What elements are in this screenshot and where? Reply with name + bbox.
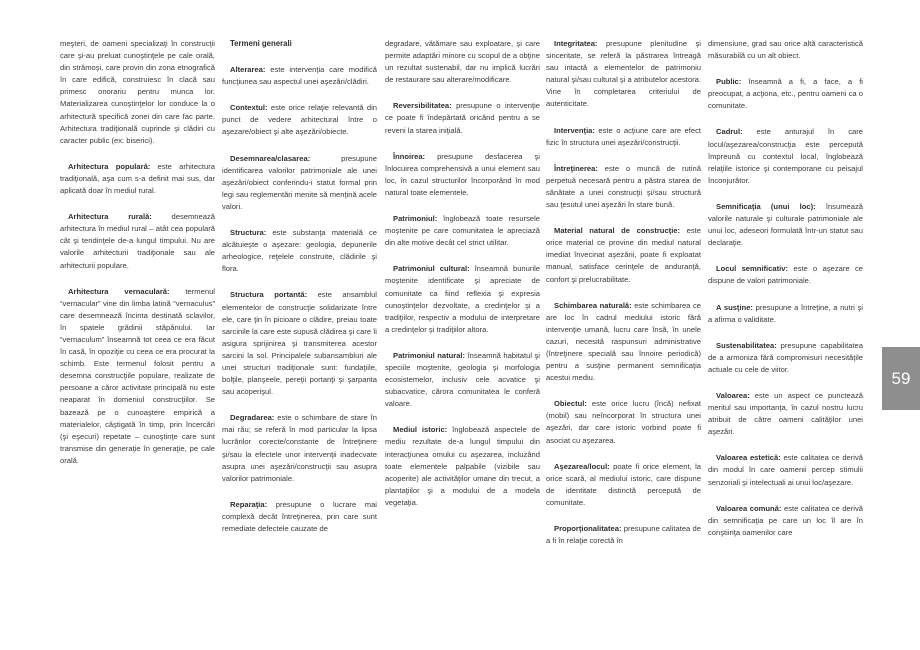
glossary-entry <box>222 499 377 535</box>
glossary-definition: este un aspect ce punctează meritul sau importanţa, în cazul nostru lucru atribuit de către oameni calităţilor unei aşezări. <box>708 390 863 437</box>
glossary-term: Patrimoniul: <box>393 214 438 224</box>
glossary-definition: este anturajul în care locul/aşezarea/construcţia este percepută împreună cu contextul local, înglobează relaţiile istorice şi contemporane cu peisajul înconjurător. <box>708 127 863 185</box>
glossary-definition: înglobează aspectele de mediu rezultate de-a lungul timpului din interacţiunea omului cu aşezarea, incluzând toate elementele palpabile (vizibile sau acoperite) ale activităţilor umane din trecut, a plantaţiilor şi a modului de a modela vegetaţia. <box>385 425 540 507</box>
glossary-definition: presupune plenitudine şi sinceritate, se referă la păstrarea întreagă sau intactă a elementelor de patrimoniu natural şi/sau cultural şi a atributelor acestora. Vine în completarea criteriului de autenticitate. <box>546 39 701 109</box>
glossary-definition: înglobează toate resursele moştenite pe care comunitatea le apreciază din alte motive decât cel strict utilitar. <box>385 214 540 248</box>
glossary-definition: înseamnă bunurile moştenite identificate şi apreciate de comunitate ca fiind reflexia şi expresia cunoştinţelor dezvoltate, a credinţelor şi a tradiţiilor, respectiv a modului de interpretare a credinţelor şi tradiţiilor altora. <box>385 264 540 334</box>
paragraph-text: degradare, vătămare sau exploatare, şi care permite adaptări minore cu scopul de a obţine un rezultat sustenabil, dar nu implică lucrări de restaurare sau alterare/modificare. <box>385 39 540 85</box>
glossary-term: Reparaţia: <box>230 499 268 509</box>
glossary-entry <box>60 161 215 197</box>
glossary-term: Arhitectura vernaculară: <box>68 286 170 296</box>
glossary-term: Valoarea: <box>716 390 750 400</box>
glossary-entry <box>385 100 540 136</box>
glossary-definition: este calitatea ce derivă din modul în care oamenii percep stimulii senzoriali şi intelectuali ai unui loc/aşezare. <box>708 453 863 487</box>
glossary-entry <box>708 503 863 539</box>
glossary-term: Proporţionalitatea: <box>554 524 622 533</box>
glossary-term: Locul semnificativ: <box>716 264 789 274</box>
glossary-term: Reversibilitatea: <box>393 101 452 111</box>
glossary-entry <box>708 263 863 287</box>
glossary-term: Integritatea: <box>554 39 598 48</box>
glossary-term: Întreţinerea: <box>554 163 598 173</box>
glossary-entry <box>222 102 377 138</box>
glossary-entry <box>546 398 701 446</box>
page-number: 59 <box>891 368 911 388</box>
paragraph <box>60 38 215 147</box>
glossary-definition: este orice relaţie relevantă din punct de vedere arhitectural între o aşezare/obiect şi alte aşezări/obiecte. <box>222 103 377 137</box>
glossary-term: Alterarea: <box>230 65 266 75</box>
page-number-tab <box>882 347 920 410</box>
glossary-entry <box>546 225 701 285</box>
glossary-definition: este ansamblul elementelor de construcţie solidarizate între ele, care ţin în picioare o clădire, preiau toate sarcinile la care este supusă clădirea şi care îi asigura sprijinirea şi transmiterea acestor sarcini la sol. Principalele subansambluri ale unei structuri tradiţionale sunt: fundaţiile, bolţile, planşeele, pereţii portanţi şi şarpanta sau acoperişul. <box>222 290 377 397</box>
glossary-term: Material natural de construcţie: <box>554 226 681 236</box>
glossary-term: Desemnarea/clasarea: <box>230 153 311 163</box>
glossary-entry <box>385 151 540 199</box>
glossary-term: Structura: <box>230 228 267 238</box>
glossary-term: A susţine: <box>716 302 753 312</box>
paragraph-text: dimensiune, grad sau orice altă caracteristică măsurabilă cu un alt obiect. <box>708 39 863 61</box>
glossary-entry <box>708 126 863 186</box>
glossary-entry <box>222 289 377 398</box>
glossary-entry <box>708 302 863 326</box>
glossary-term: Contextul: <box>230 103 268 113</box>
glossary-entry <box>546 461 701 509</box>
glossary-definition: este calitatea ce derivă din semnificaţia pe care un loc îl are în conştiinţa oamenilor care <box>708 503 864 537</box>
paragraph <box>385 38 540 86</box>
glossary-definition: înseamnă a fi, a face, a fi preocupat, a acţiona, etc., pentru oameni ca o comunitate. <box>708 77 863 111</box>
glossary-definition: este o acţiune care are efect fizic în structura unei aşezări/construcţii. <box>546 125 701 147</box>
glossary-entry <box>222 64 377 88</box>
glossary-definition: poate fi orice element, la orice scară, al mediului istoric, care dispune de identitate distinctă percepută de comunitate. <box>546 461 701 507</box>
glossary-definition: este orice material ce provine din mediul natural imediat învecinat aşezării, poate fi exploatat manual, satisface cerinţele de anduranţă, confort şi prelucrabilitate. <box>546 226 701 284</box>
glossary-definition: este schimbarea ce are loc în cadrul mediului istoric fără intervenţie umană, lucru care însă, în unele cazuri, necesită raspunsuri administrative (întreţinere specială sau înnoire periodică) pentru a susţine permanent semnificaţia acestui mediu. <box>546 300 701 383</box>
glossary-definition: este o schimbare de stare în mai rău; se referă în mod particular la lipsa lucrărilor corecte/constante de întreţinere şi/sau la efectele unor intervenţii inadecvate asupra unei aşezări/construcţii sau asupra valorilor patrimoniale. <box>222 413 377 483</box>
glossary-definition: este intervenţia care modifică funcţiunea sau aspectul unei aşezări/clădiri. <box>222 65 377 87</box>
glossary-term: Arhitectura populară: <box>68 161 151 171</box>
glossary-definition: presupune identificarea valorilor patrimoniale ale unei aşezări/obiect conferindu-i statut formal prin legi sau reglementări menite să menţină acele valori. <box>222 153 377 211</box>
glossary-term: Aşezarea/locul: <box>554 461 610 471</box>
glossary-entry <box>546 300 701 385</box>
glossary-definition: este arhitectura tradiţională, aşa cum s-a definit mai sus, dar aplicată doar în mediul rural. <box>60 161 215 196</box>
text-column-4 <box>546 38 701 561</box>
glossary-entry <box>385 350 540 410</box>
glossary-entry <box>708 76 863 112</box>
glossary-term: Înnoirea: <box>393 151 426 161</box>
glossary-term: Structura portantă: <box>230 290 308 300</box>
glossary-entry <box>546 523 701 547</box>
glossary-entry <box>708 340 863 376</box>
glossary-entry <box>708 201 863 249</box>
glossary-entry <box>385 424 540 509</box>
glossary-term: Cadrul: <box>716 127 743 137</box>
glossary-definition: presupune calitatea de a fi în relaţie corectă în <box>546 524 701 546</box>
glossary-definition: presupune o intervenţie ce poate fi îndepărtată oricând pentru a se reveni la starea iniţială. <box>385 101 540 135</box>
glossary-entry <box>222 153 377 213</box>
glossary-entry <box>222 412 377 485</box>
glossary-term: Degradarea: <box>230 413 275 423</box>
glossary-term: Mediul istoric: <box>393 425 448 435</box>
text-column-5 <box>708 38 863 553</box>
glossary-definition: însumează valorile naturale şi culturale patrimoniale ale unui loc, adeseori formulată într-un statut sau declaraţie. <box>708 201 863 248</box>
glossary-term: Valoarea comună: <box>716 503 782 513</box>
glossary-entry <box>708 390 863 438</box>
glossary-definition: termenul “vernacular” vine din limba latină “vernaculus” care desemnează încinta destinată sclavilor, în spatele grădinii stăpânului. Iar “vernaculum” înseamnă tot ceea ce era făcut în casă, în opoziţie cu ceea ce era procurat la schimb. Este termenul folosit pentru a desemna construcţiile populare, realizate de persoane a căror activitate principală nu este neaparat în domeniul construcţiilor. Se bazează pe o cunoaştere empirică a materialelor, câştigată în timp, prin încercări (şi eşecuri) repetate – cunoştinţe care sunt transmise din generaţie în generaţie, pe cale orală. <box>60 286 215 465</box>
glossary-definition: înseamnă habitatul şi speciile moştenite, geologia şi morfologia ecosistemelor, inclusiv cele acvatice şi subacvatice, cărora comunitatea le conferă valoare. <box>385 350 540 409</box>
glossary-definition: este o muncă de rutină perpetuă necesară pentru a păstra starea de sănătate a unei construcţii şi/sau structură sau ţesutul unei aşezări în stare bună. <box>546 163 701 210</box>
glossary-term: Semnificaţia (unui loc): <box>716 201 816 211</box>
glossary-term: Patrimoniul natural: <box>393 350 466 360</box>
glossary-definition: este orice lucru (încă) nefixat (mobil) sau neîncorporat în structura unei aşezări, dar care istoric vorbind poate fi asociat cu aşezarea. <box>546 399 701 445</box>
text-column-3 <box>385 38 540 523</box>
glossary-term: Arhitectura rurală: <box>68 212 152 222</box>
glossary-definition: este o aşezare ce dispune de valori patrimoniale. <box>708 264 863 286</box>
glossary-entry <box>546 163 701 211</box>
glossary-definition: presupune a întreţine, a nutri şi a afirma o validitate. <box>708 302 863 324</box>
section-heading: Termeni generali <box>230 39 292 48</box>
glossary-definition: desemnează arhitectura în mediul rural – atât cea populară cât şi tendinţele de-a lungul timpului. Nu are valorile arhitecturii tradiţionale sau ale arhitecturii populare. <box>60 212 215 270</box>
glossary-definition: este substanţa materială ce alcătuieşte o aşezare: geologia, depunerile arheologice, reţelele construite, clădirile şi flora. <box>222 228 377 274</box>
glossary-definition: presupune o lucrare mai complexă decât întreţinerea, prin care sunt remediate defectele cauzate de <box>222 499 377 533</box>
glossary-entry <box>60 286 215 467</box>
glossary-entry <box>222 227 377 275</box>
paragraph <box>708 38 863 62</box>
glossary-entry <box>385 263 540 336</box>
glossary-definition: presupune capabilitatea de a armoniza fără compromisuri necesităţile actuale cu cele de viitor. <box>708 340 863 374</box>
glossary-entry <box>385 213 540 249</box>
glossary-entry <box>708 452 863 488</box>
glossary-entry <box>546 38 701 111</box>
glossary-term: Sustenabilitatea: <box>716 340 777 350</box>
glossary-term: Public: <box>716 77 742 87</box>
glossary-term: Obiectul: <box>554 399 587 409</box>
glossary-term: Intervenţia: <box>554 125 595 135</box>
glossary-definition: presupune desfacerea şi înlocuirea comprehensivă a unui element sau loc, în cazul structurilor încorporând în mod natural toate elementele. <box>385 151 540 197</box>
glossary-entry <box>546 125 701 149</box>
text-column-1 <box>60 38 215 481</box>
text-column-2 <box>222 38 377 549</box>
paragraph-text: meşteri, de oameni specializaţi în construcţii care şi-au preluat cunoştinţele pe cale orală, din strămoşi, care provin din zona etnografică în care edifică, construiesc în clacă sau primesc onorariu pentru munca lor. Materializarea cunoştinţelor lor conduce la o arhitectură specifică zonei din care fac parte. Arhitectura tradiţională cuprinde şi clădiri cu caracter public (ex: biserici). <box>60 39 215 145</box>
glossary-term: Schimbarea naturală: <box>554 300 632 310</box>
glossary-term: Valoarea estetică: <box>716 453 781 463</box>
glossary-entry <box>60 211 215 271</box>
glossary-term: Patrimoniul cultural: <box>393 264 470 274</box>
